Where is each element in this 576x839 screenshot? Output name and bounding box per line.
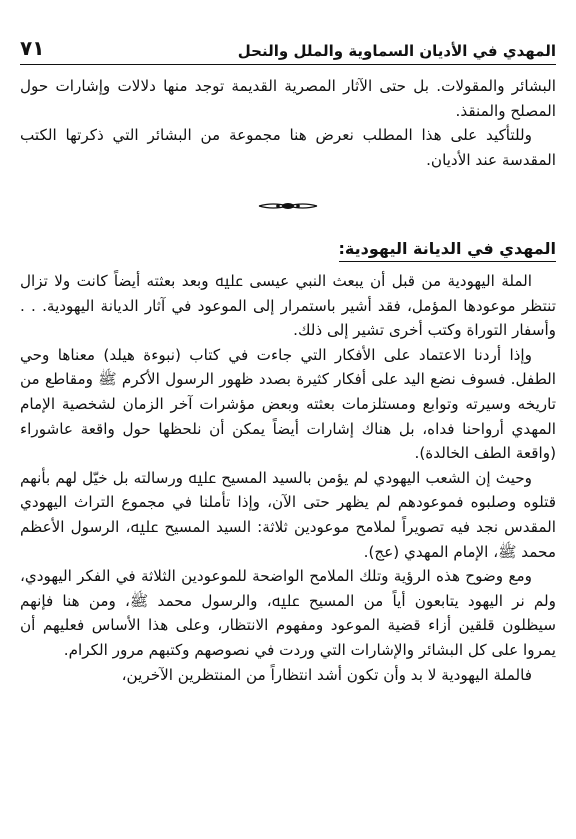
body-paragraph: وحيث إن الشعب اليهودي لم يؤمن بالسيد المسيح ﷷ ورسالته بل خيّل لهم بأنهم قتلوه وصلبوه فموعودهم لم يظهر حتى الآن، وإذا تأملنا في مجموع التراث اليهودي المقدس نجد فيه تصويراً لملامح موعودين ثلاثة: السيد المسيح ﷷ، الرسول الأعظم محمد ﷺ، الإمام المهدي (عج). [20, 468, 556, 561]
intro-text [20, 74, 556, 172]
intro-paragraph: وللتأكيد على هذا المطلب نعرض هنا مجموعة من البشائر التي ذكرتها الكتب المقدسة عند الأديان. [20, 126, 556, 169]
body-paragraph: ومع وضوح هذه الرؤية وتلك الملامح الواضحة للموعودين الثلاثة في الفكر اليهودي، ولم نر اليهود يتابعون أياً من المسيح ﷷ، والرسول محمد ﷺ، ومن هنا فإنهم سيظلون قلقين أزاء قضية الموعود ومفهوم الانتظار، وعلى هذا الأساس فعليهم أن يمروا على كل البشائر والإشارات التي وردت في نصوصهم وكتبهم مرور الكرام. [20, 567, 556, 659]
section-divider [0, 200, 576, 212]
running-header [20, 30, 556, 65]
intro-paragraph: البشائر والمقولات. بل حتى الآثار المصرية القديمة توجد منها دلالات وإشارات حول المصلح والمنقذ. [20, 77, 556, 120]
running-title: المهدي في الأديان السماوية والملل والنحل [237, 42, 556, 60]
page-number: ٧١ [20, 36, 45, 60]
ornamental-divider-icon [257, 200, 319, 212]
body-paragraph: فالملة اليهودية لا بد وأن تكون أشد انتظاراً من المنتظرين الآخرين، [121, 665, 532, 684]
section-heading: المهدي في الديانة اليهودية: [339, 238, 556, 262]
body-paragraph: الملة اليهودية من قبل أن يبعث النبي عيسى ﷷ وبعد بعثته أيضاً كانت ولا تزال تنتظر موعودها المؤمل، فقد أشير باستمرار إلى الموعود في آثار الديانة اليهودية. . . وأسفار التوراة وكتب أخرى تشير إلى ذلك. [20, 272, 556, 340]
section-body [20, 269, 556, 687]
body-paragraph: وإذا أردنا الاعتماد على الأفكار التي جاءت في كتاب (نبوءة هيلد) معناها وحي الطفل. فسوف نضع اليد على أفكار كثيرة بصدد ظهور الرسول الأكرم ﷺ ومقاطع من تاريخه وسيرته وتوابع ومستلزمات بعثته وبعض مؤشرات آخر الزمان لشخصية الإمام المهدي أرواحنا فداه، بل هناك إشارات أيضاً يمكن أن نلحظها حول واقعة عاشوراء (واقعة الطف الخالدة). [20, 345, 556, 463]
